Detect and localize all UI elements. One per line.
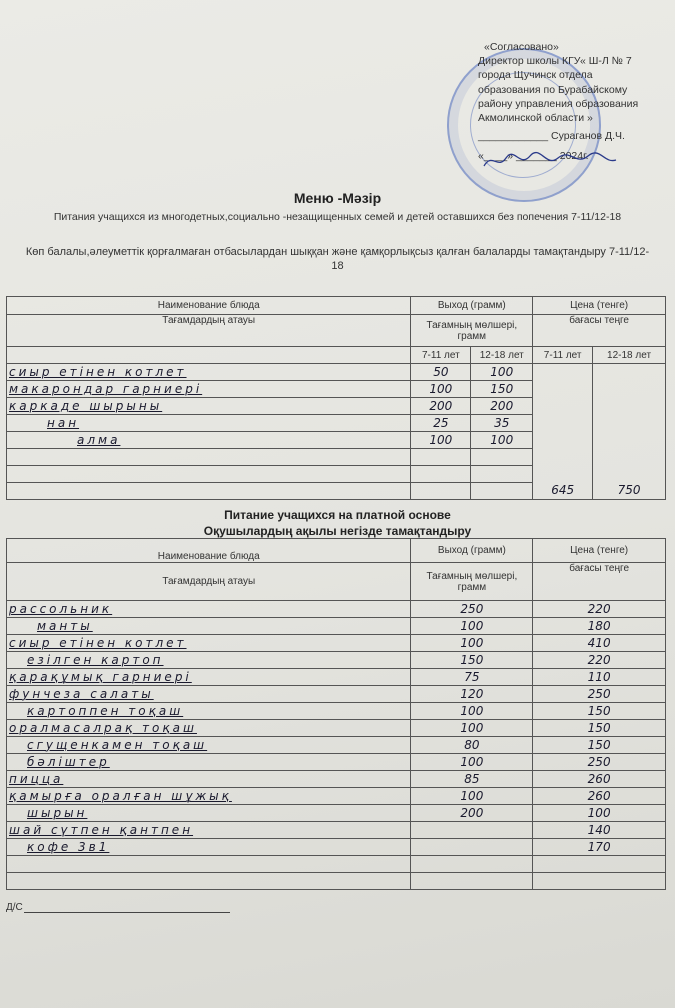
approval-line: Акмолинской области » <box>478 112 593 125</box>
menu-subtitle-kz: Көп балалы,әлеуметтік қорғалмаған отбасылардан шыққан және қамқорлықсыз қалған балаларды тамақтандыру 7-11/12-18 <box>25 246 650 272</box>
dish-output: 80 <box>411 737 533 754</box>
dish-output: 100 <box>411 754 533 771</box>
dish-name: пицца <box>7 771 411 788</box>
dish-name: макарондар гарниері <box>7 381 411 398</box>
col-header-output-kz: Тағамның мөлшері, грамм <box>411 563 533 601</box>
approval-line: города Щучинск отдела <box>478 69 593 82</box>
paid-section-title-kz: Оқушылардың ақылы негізде тамақтандыру <box>203 524 472 538</box>
output-12-18: 150 <box>471 381 533 398</box>
paid-meals-table <box>6 538 666 890</box>
dish-price: 150 <box>533 737 666 754</box>
empty-cell <box>7 347 411 364</box>
dish-price: 260 <box>533 788 666 805</box>
col-header-price-ru: Цена (тенге) <box>533 539 666 563</box>
dish-name: нан <box>7 415 411 432</box>
dish-price: 150 <box>533 703 666 720</box>
paid-section-title-ru: Питание учащихся на платной основе <box>224 508 451 522</box>
dish-price: 170 <box>533 839 666 856</box>
dish-price: 250 <box>533 686 666 703</box>
dish-price: 150 <box>533 720 666 737</box>
dish-name: шырын <box>7 805 411 822</box>
price-total-12-18: 750 <box>593 364 666 500</box>
menu-subtitle-ru: Питания учащихся из многодетных,социально -незащищенных семей и детей оставшихся без попечения 7-11/12-18 <box>53 211 622 223</box>
dish-price: 110 <box>533 669 666 686</box>
output-12-18: 200 <box>471 398 533 415</box>
table-row <box>7 788 666 805</box>
table-row <box>7 771 666 788</box>
dish-output <box>411 822 533 839</box>
dish-output: 100 <box>411 635 533 652</box>
dish-name: сиыр етінен котлет <box>7 635 411 652</box>
approval-line: району управления образования <box>478 97 639 110</box>
dish-price: 260 <box>533 771 666 788</box>
dish-name: бәліштер <box>7 754 411 771</box>
table-row-empty <box>7 873 666 890</box>
dish-output: 120 <box>411 686 533 703</box>
output-12-18: 35 <box>471 415 533 432</box>
table-row-empty <box>7 856 666 873</box>
dish-output: 150 <box>411 652 533 669</box>
table-row <box>7 839 666 856</box>
dish-name: қамырға оралған шұжық <box>7 788 411 805</box>
dish-name: манты <box>7 618 411 635</box>
price-total-7-11: 645 <box>533 364 593 500</box>
dish-output: 75 <box>411 669 533 686</box>
free-meals-table <box>6 296 666 500</box>
col-header-output-ru: Выход (грамм) <box>411 539 533 563</box>
dish-name: рассольник <box>7 601 411 618</box>
table-row <box>7 686 666 703</box>
approval-line: «____» _______ 2024г. <box>478 150 589 163</box>
approval-line: ____________ Сураганов Д.Ч. <box>478 130 625 143</box>
dish-price: 410 <box>533 635 666 652</box>
dish-name: езілген картоп <box>7 652 411 669</box>
dish-name: сиыр етінен котлет <box>7 364 411 381</box>
dish-name: картоппен тоқаш <box>7 703 411 720</box>
table-row <box>7 601 666 618</box>
output-7-11: 100 <box>411 432 471 449</box>
table-row <box>7 805 666 822</box>
output-7-11: 25 <box>411 415 471 432</box>
dish-price: 140 <box>533 822 666 839</box>
output-12-18: 100 <box>471 432 533 449</box>
dish-output: 100 <box>411 618 533 635</box>
col-header-price-ru: Цена (тенге) <box>533 297 666 315</box>
table-row <box>7 720 666 737</box>
col-header-price-kz: бағасы теңге <box>533 563 666 601</box>
dish-name: қарақұмық гарниері <box>7 669 411 686</box>
age-group-label: 12-18 лет <box>593 347 666 364</box>
approval-line: Директор школы КГУ« Ш-Л № 7 <box>478 55 632 68</box>
col-header-dish-ru: Наименование блюда <box>7 297 411 315</box>
approval-line: «Согласовано» <box>484 41 559 53</box>
table-row <box>7 754 666 771</box>
col-header-output-ru: Выход (грамм) <box>411 297 533 315</box>
age-group-label: 12-18 лет <box>471 347 533 364</box>
dish-output: 100 <box>411 788 533 805</box>
output-7-11: 100 <box>411 381 471 398</box>
approval-line: образования по Бурабайскому <box>478 83 628 96</box>
output-7-11: 200 <box>411 398 471 415</box>
table-row <box>7 669 666 686</box>
dish-output: 250 <box>411 601 533 618</box>
col-header-dish-kz: Тағамдардың атауы <box>7 563 411 601</box>
age-group-label: 7-11 лет <box>533 347 593 364</box>
director-signature <box>480 150 620 172</box>
approval-block <box>478 40 673 164</box>
dish-name: кофе 3в1 <box>7 839 411 856</box>
col-header-price-kz: бағасы теңге <box>533 315 666 347</box>
dish-name: шай сүтпен қантпен <box>7 822 411 839</box>
table-row <box>7 737 666 754</box>
dish-price: 180 <box>533 618 666 635</box>
dish-output: 100 <box>411 703 533 720</box>
footer-signature-line <box>24 912 230 913</box>
footer-ds-label: Д/С <box>6 902 23 913</box>
dish-output: 100 <box>411 720 533 737</box>
col-header-dish-kz: Тағамдардың атауы <box>7 315 411 347</box>
table-row <box>7 703 666 720</box>
table-row <box>7 652 666 669</box>
age-group-label: 7-11 лет <box>411 347 471 364</box>
table-row <box>7 635 666 652</box>
table-row <box>7 822 666 839</box>
dish-output: 200 <box>411 805 533 822</box>
table-row <box>7 364 666 381</box>
dish-price: 220 <box>533 652 666 669</box>
dish-price: 250 <box>533 754 666 771</box>
dish-name: каркаде шырыны <box>7 398 411 415</box>
dish-price: 100 <box>533 805 666 822</box>
col-header-output-kz: Тағамның мөлшері, грамм <box>411 315 533 347</box>
dish-name: алма <box>7 432 411 449</box>
dish-price: 220 <box>533 601 666 618</box>
col-header-dish-ru: Наименование блюда <box>7 539 411 563</box>
dish-name: сгущенкамен тоқаш <box>7 737 411 754</box>
output-12-18: 100 <box>471 364 533 381</box>
dish-output: 85 <box>411 771 533 788</box>
dish-name: фунчеза салаты <box>7 686 411 703</box>
menu-title: Меню -Мәзір <box>293 190 382 206</box>
table-row <box>7 618 666 635</box>
dish-output <box>411 839 533 856</box>
dish-name: оралмасалрақ тоқаш <box>7 720 411 737</box>
output-7-11: 50 <box>411 364 471 381</box>
